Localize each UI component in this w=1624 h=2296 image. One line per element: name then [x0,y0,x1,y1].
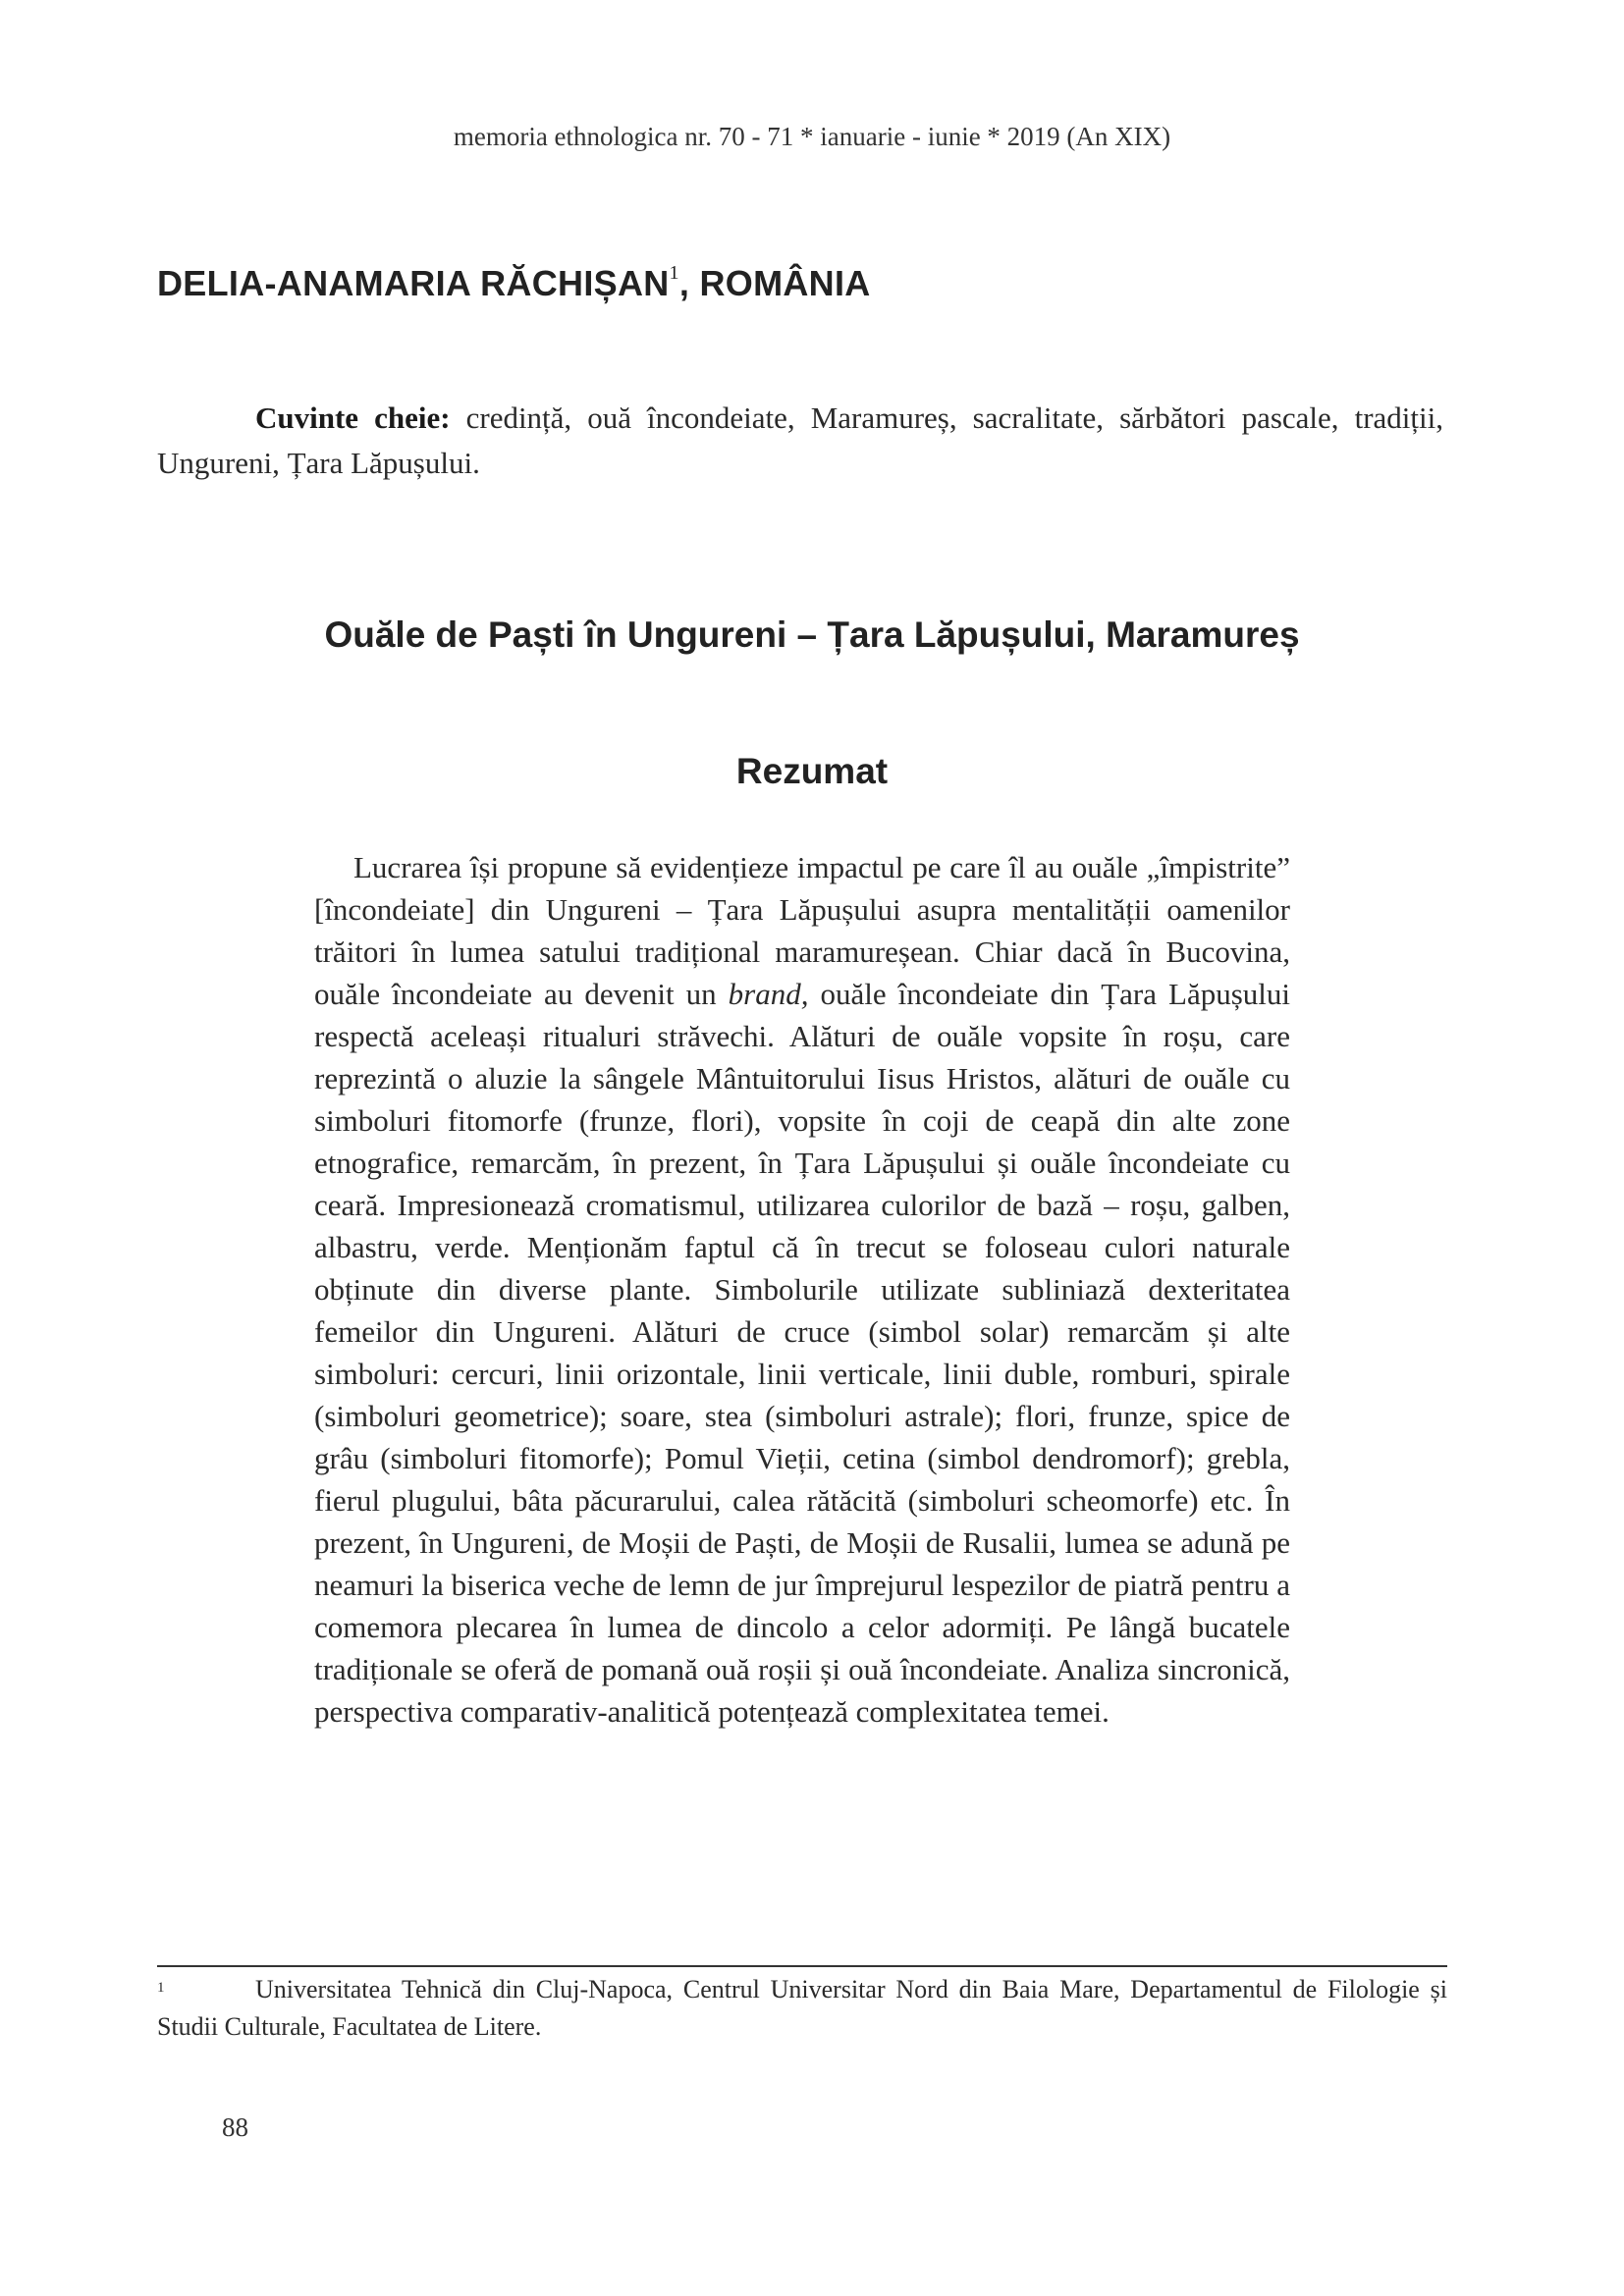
footnote-marker: 1 [157,1980,165,1996]
abstract-emphasis: brand, [728,977,809,1011]
author-name: DELIA-ANAMARIA RĂCHIȘAN [157,263,670,303]
author-country: , ROMÂNIA [678,263,871,303]
abstract-text-part1: Lucrarea își propune să evidențieze impactul pe care îl au ouăle „împistrite” [încondeiate] din Ungureni – Țara Lăpușului asupra mentalității oamenilor trăitori în lumea satului tradițional maramureșean. Chiar dacă în Bucovina, ouăle încondeiate au devenit un [314,850,1290,1011]
footnote [157,1971,1447,2046]
keywords-text: credință, ouă încondeiate, Maramureș, sacralitate, sărbători pascale, tradiții, Ungureni, Țara Lăpușului. [157,400,1443,480]
running-header: memoria ethnologica nr. 70 - 71 * ianuarie - iunie * 2019 (An XIX) [453,122,1171,151]
abstract-body [314,846,1290,1733]
keywords-label: Cuvinte cheie: [255,400,451,435]
author-line [157,263,871,304]
article-title: Ouăle de Paști în Ungureni – Țara Lăpușului, Maramureș [324,614,1300,655]
author-footnote-ref: 1 [669,262,679,284]
footnote-text: Universitatea Tehnică din Cluj-Napoca, Centrul Universitar Nord din Baia Mare, Departamentul de Filologie și Studii Culturale, Facultatea de Litere. [157,1975,1447,2041]
abstract-text-part2: ouăle încondeiate din Țara Lăpușului respectă aceleași ritualuri străvechi. Alături de ouăle vopsite în roșu, care reprezintă o aluzie la sângele Mântuitorului Iisus Hristos, alături de ouăle cu simboluri fitomorfe (frunze, flori), vopsite în coji de ceapă din alte zone etnografice, remarcăm, în prezent, în Țara Lăpușului și ouăle încondeiate cu ceară. Impresionează cromatismul, utilizarea culorilor de bază – roșu, galben, albastru, verde. Menționăm faptul că în trecut se foloseau culori naturale obținute din diverse plante. Simbolurile utilizate subliniază dexteritatea femeilor din Ungureni. Alături de cruce (simbol solar) remarcăm și alte simboluri: cercuri, linii orizontale, linii verticale, linii duble, romburi, spirale (simboluri geometrice); soare, stea (simboluri astrale); flori, frunze, spice de grâu (simboluri fitomorfe); Pomul Vieții, cetina (simbol dendromorf); grebla, fierul plugului, bâta păcurarului, calea rătăcită (simboluri scheomorfe) etc. În prezent, în Ungureni, de Moșii de Paști, de Moșii de Rusalii, lumea se adună pe neamuri la biserica veche de lemn de jur împrejurul lespezilor de piatră pentru a comemora plecarea în lumea de dincolo a celor adormiți. Pe lângă bucatele tradiționale se oferă de pomană ouă roșii și ouă încondeiate. Analiza sincronică, perspectiva comparativ-analitică potențează complexitatea temei. [314,977,1290,1729]
keywords-paragraph [157,396,1443,486]
page-number: 88 [222,2112,248,2142]
footnote-divider [157,1965,1447,1967]
abstract-heading: Rezumat [735,751,889,791]
